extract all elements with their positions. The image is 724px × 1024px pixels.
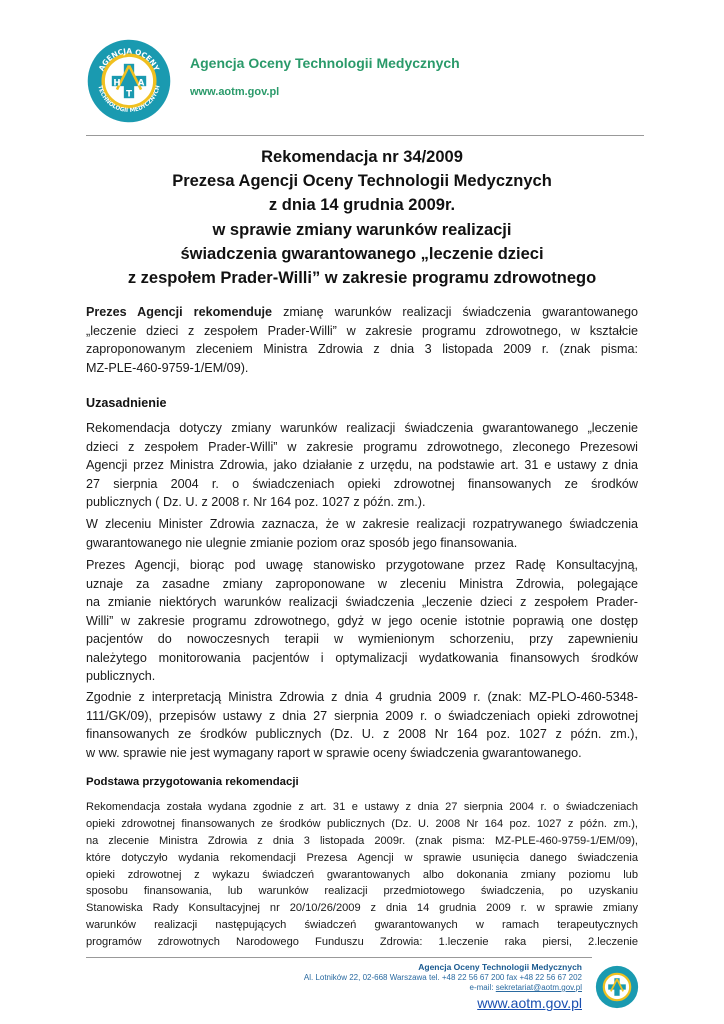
justification-paragraph-4 — [86, 688, 638, 762]
justification-paragraph-3 — [86, 556, 638, 686]
justification-paragraph-1 — [86, 419, 638, 512]
title-line: z dnia 14 grudnia 2009r. — [268, 196, 456, 215]
paragraph-line: pacjentów do nowoczesnych terapii w wymienionym schorzeniu, przy zapewnieniu — [86, 632, 638, 646]
logo-text-top: AGENCJA OCENY — [96, 46, 162, 73]
org-url[interactable]: www.aotm.gov.pl — [190, 86, 280, 98]
paragraph-line: Agencji przez Ministra Zdrowia, jako działanie z urzędu, na podstawie art. 31 e ustawy z dnia — [86, 458, 638, 472]
paragraph-line: W zleceniu Minister Zdrowia zaznacza, że w zakresie realizacji rozpatrywanego świadczenia — [86, 517, 638, 531]
paragraph-line: gwarantowanego nie ulegnie zmianie poziom oraz sposób jego finansowania. — [86, 535, 518, 550]
footer-email-label: e-mail: — [469, 983, 496, 992]
recommendation-text: zaproponowanym zleceniem Ministra Zdrowia z dnia 3 listopada 2009 r. (znak pisma: — [86, 342, 638, 356]
paragraph-line: programów zdrowotnych Narodowego Funduszu Zdrowia: 1.leczenie raka piersi, 2.leczenie — [86, 936, 638, 949]
paragraph-line: które dotyczyło wydania rekomendacji Prezesa Agencji w sprawie usunięcia danego świadczenia — [86, 851, 638, 864]
paragraph-line: opieki zdrowotnej finansowanych ze środków publicznych (Dz. U. 2008 Nr 164 poz. 1027 z późn. zm.), — [86, 817, 638, 830]
paragraph-line: Stanowiska Rady Konsultacyjnej nr 20/10/26/2009 z dnia 14 grudnia 2009 r. w sprawie zmiany — [86, 902, 638, 915]
paragraph-line: na zmianie niektórych warunków realizacji świadczenia „leczenie dzieci z zespołem Prader- — [86, 595, 638, 609]
paragraph-line: Zgodnie z interpretacją Ministra Zdrowia z dnia 4 grudnia 2009 r. (znak: MZ-PLO-460-5348- — [86, 690, 638, 704]
paragraph-line: opieki zdrowotnej z wykazu świadczeń gwarantowanych albo dokonania zmiany poziomu lub — [86, 868, 638, 881]
title-line: w sprawie zmiany warunków realizacji — [212, 220, 512, 239]
aotm-logo-icon — [86, 38, 172, 124]
aotm-footer-logo-icon — [595, 965, 639, 1009]
justification-heading: Uzasadnienie — [86, 396, 167, 410]
title-line: z zespołem Prader-Willi” w zakresie programu zdrowotnego — [127, 269, 597, 288]
logo-letter-t: T — [126, 89, 132, 100]
footer-divider — [86, 957, 592, 958]
document-title — [86, 145, 638, 290]
paragraph-line: należytego monitorowania pacjentów i optymalizacji wydatkowania finansowych środków — [86, 650, 638, 665]
logo-letter-h: H — [113, 78, 121, 89]
title-line: Rekomendacja nr 34/2009 — [261, 148, 463, 166]
paragraph-line: Prezes Agencji, biorąc pod uwagę stanowisko przygotowane przez Radę Konsultacyjną, — [86, 558, 638, 572]
paragraph-line: warunków realizacji następujących świadczeń gwarantowanych w ramach terapeutycznych — [86, 919, 638, 932]
justification-paragraph-2 — [86, 515, 638, 552]
footer-contact — [304, 962, 582, 1011]
paragraph-line: sposobu finansowania, lub warunków realizacji przedmiotowego świadczenia, po uzyskaniu — [86, 885, 638, 898]
header-divider — [86, 135, 644, 136]
paragraph-line: finansowanych ze środków publicznych (Dz. U. z 2008 Nr 164 poz. 1027 z późn. zm.), — [86, 727, 638, 741]
paragraph-line: dzieci z zespołem Prader-Willi” w zakresie programu zdrowotnego, zleconego Prezesowi — [86, 439, 638, 454]
org-name: Agencja Oceny Technologii Medycznych — [190, 55, 460, 71]
footer-email-link[interactable]: sekretariat@aotm.gov.pl — [495, 983, 582, 992]
title-line: Prezesa Agencji Oceny Technologii Medycznych — [172, 172, 552, 191]
logo-letter-a: A — [137, 78, 145, 89]
footer-url-link[interactable]: www.aotm.gov.pl — [477, 995, 582, 1011]
footer-org-name: Agencja Oceny Technologii Medycznych — [418, 962, 582, 972]
recommendation-paragraph — [86, 303, 638, 377]
title-line: świadczenia gwarantowanego „leczenie dzieci — [180, 244, 544, 263]
paragraph-line: 27 sierpnia 2004 r. o świadczeniach opieki zdrowotnej finansowanych ze środków — [86, 476, 638, 491]
paragraph-line: w ww. sprawie nie jest wymagany raport w sprawie oceny świadczenia gwarantowanego. — [86, 745, 582, 760]
paragraph-line: publicznych. — [86, 669, 156, 683]
recommendation-lead: Prezes Agencji rekomenduje — [86, 305, 273, 319]
paragraph-line: publicznych ( Dz. U. z 2008 r. Nr 164 poz. 1027 z późn. zm.). — [86, 495, 426, 509]
basis-heading: Podstawa przygotowania rekomendacji — [86, 776, 299, 788]
footer-address: Al. Lotników 22, 02-668 Warszawa tel. +48 22 56 67 200 fax +48 22 56 67 202 — [303, 973, 582, 982]
recommendation-text: MZ-PLE-460-9759-1/EM/09). — [86, 360, 249, 375]
recommendation-text: „leczenie dzieci z zespołem Prader-Willi” w zakresie programu zdrowotnego, w kształcie — [86, 323, 638, 338]
paragraph-line: uznaje za zasadne zmiany zaproponowane w zleceniu Ministra Zdrowia, polegające — [86, 576, 638, 591]
paragraph-line: Willi” w zakresie programu zdrowotnego, gdyż w jego ocenie istotnie poprawią one dostęp — [86, 613, 638, 628]
paragraph-line: Rekomendacja dotyczy zmiany warunków realizacji świadczenia gwarantowanego „leczenie — [86, 421, 638, 435]
basis-paragraph — [86, 799, 638, 951]
paragraph-line: na zlecenie Ministra Zdrowia z dnia 3 listopada 2009r. (znak pisma: MZ-PLE-460-9759-1/EM/09), — [86, 834, 638, 847]
paragraph-line: 111/GK/09), przepisów ustawy z dnia 27 sierpnia 2009 r. o świadczeniach opieki zdrowotnej — [86, 708, 638, 723]
paragraph-line: Rekomendacja została wydana zgodnie z art. 31 e ustawy z dnia 27 sierpnia 2004 r. o świadczeniach — [86, 801, 638, 813]
recommendation-text: zmianę warunków realizacji świadczenia gwarantowanego — [272, 305, 638, 319]
logo-text-bottom: TECHNOLOGII MEDYCZNYCH — [96, 84, 162, 115]
